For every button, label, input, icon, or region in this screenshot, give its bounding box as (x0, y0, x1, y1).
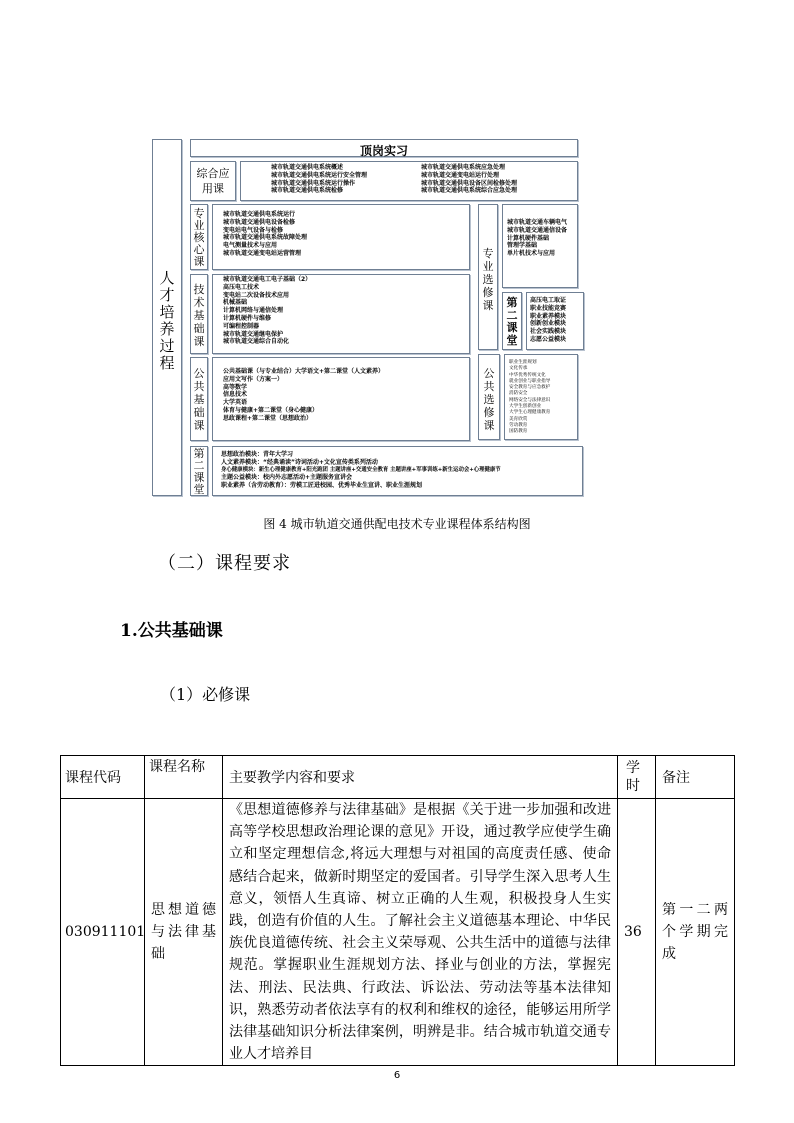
second-classroom-right-item: 创新创业模块 (530, 320, 567, 328)
second-classroom-item: 主题公益模块：校内外志愿活动+主题服务宣讲会 (221, 474, 353, 482)
second-classroom-right-label: 第二课堂 (506, 296, 518, 347)
comprehensive-item: 城市轨道交通供电系统概述 (271, 164, 344, 171)
major-elective-label-box (478, 204, 498, 350)
public-elective-item: 职业生涯规划 (509, 360, 537, 365)
core-course-item: 变电站电气设备与检修 (223, 226, 284, 234)
comprehensive-item: 城市轨道交通供电系统检修 (271, 187, 344, 195)
heading-public-basic: 1.公共基础课 (120, 621, 223, 641)
tech-basic-item: 计算机网络与通信处理 (223, 307, 284, 315)
second-classroom-item: 思想政治模块：青年大学习 (221, 451, 294, 458)
cell-course-code: 030911101 (61, 799, 145, 1066)
comprehensive-item: 城市轨道交通供电系统运行安全管理 (271, 171, 368, 179)
figure-caption: 图 4 城市轨道交通供配电技术专业课程体系结构图 (263, 517, 531, 531)
public-basic-item: 高等数学 (223, 383, 248, 391)
tech-basic-item: 机械基础 (223, 299, 248, 307)
major-elective-item: 计算机硬件基础 (507, 234, 550, 242)
public-elective-label: 公共选修课 (483, 367, 495, 432)
header-content: 主要教学内容和要求 (223, 756, 618, 799)
second-classroom-item: 身心健康模块：新生心理健康教育+阳光跑团 主题讲座+交通安全教育 主题讲座+军事训练+新生运动会+心理健康节 (221, 466, 501, 473)
public-elective-item: 文化传承 (509, 366, 528, 372)
header-hours: 学时 (618, 756, 656, 799)
core-course-item: 城市轨道交通供电系统故障处理 (223, 234, 308, 242)
public-elective-item: 国防教育 (509, 429, 528, 435)
cell-hours: 36 (618, 799, 656, 1066)
header-course-code: 课程代码 (61, 756, 145, 799)
public-elective-item: 大学生心理健康教育 (509, 410, 551, 416)
tech-basic-item: 变电站二次设备技术应用 (223, 291, 290, 299)
core-course-item: 城市轨道交通供电设备检修 (223, 218, 296, 226)
second-classroom-label: 第二课堂 (193, 447, 205, 496)
core-course-item: 城市轨道交通供电系统运行 (223, 211, 296, 218)
comprehensive-course-label: 综合应用课 (196, 167, 230, 195)
second-classroom-right-item: 志愿公益模块 (530, 335, 567, 343)
tech-basic-label-box (190, 274, 208, 354)
header-course-name: 课程名称 (145, 756, 223, 799)
tech-basic-item: 城市轨道交通综合自动化 (223, 338, 290, 346)
public-basic-item: 思政课程+第二课堂（思想政治） (223, 414, 313, 422)
internship-label: 顶岗实习 (359, 144, 408, 158)
tech-basic-item: 高压电工技术 (223, 283, 260, 291)
tech-basic-item: 可编程控制器 (223, 322, 260, 330)
public-elective-item: 消防安全 (509, 391, 528, 397)
section-heading: （二）课程要求 (158, 553, 291, 574)
major-elective-item: 管理学基础 (507, 242, 538, 250)
core-course-label-box (190, 204, 208, 270)
core-course-label: 专业核心课 (193, 207, 205, 268)
comprehensive-item: 城市轨道交通供电设备区间检修处理 (421, 179, 518, 187)
cell-note: 第一二两个学期完成 (656, 799, 735, 1066)
public-basic-label-box (190, 357, 208, 441)
second-classroom-right-label-box (502, 292, 522, 350)
public-elective-item: 就业创业与职业指导 (509, 378, 551, 384)
tech-basic-item: 城市轨道交通继电保护 (223, 330, 284, 338)
second-classroom-right-item: 职业技能竞赛 (530, 304, 567, 312)
second-classroom-right-item: 社会实践模块 (530, 328, 567, 336)
core-course-item: 电气测量技术与应用 (223, 242, 278, 250)
comprehensive-item: 城市轨道交通供电系统运行操作 (271, 179, 356, 187)
comprehensive-item: 城市轨道交通供电系统综合应急处理 (421, 187, 518, 195)
tech-basic-label: 技术基础课 (193, 283, 205, 348)
major-elective-item: 城市轨道交通车辆电气 (507, 219, 568, 226)
core-course-item: 城市轨道交通变电站运营管理 (223, 249, 302, 257)
internship-bar (190, 139, 578, 157)
public-basic-item: 大学英语 (223, 399, 248, 407)
public-basic-item: 应用文写作（方案一） (223, 375, 284, 383)
second-classroom-item: 职业素养（含劳动教育）：劳模工匠进校园、优秀毕业生宣讲、职业生涯规划 (221, 482, 423, 490)
public-basic-box (212, 357, 470, 441)
public-basic-item: 体育与健康+第二课堂（身心健康） (223, 406, 319, 414)
public-elective-item: 大学生创新创业 (509, 404, 542, 410)
public-basic-label: 公共基础课 (193, 367, 205, 432)
public-elective-label-box (478, 354, 500, 440)
comprehensive-item: 城市轨道交通供电系统应急处理 (421, 164, 506, 171)
public-basic-item: 公共基础课（与专业结合）大学语文+第二课堂（人文素养） (223, 368, 385, 375)
public-elective-item: 中华优秀传统文化 (509, 372, 546, 378)
core-course-box (212, 204, 470, 270)
course-table (60, 755, 735, 1066)
major-elective-item: 城市轨道交通通信设备 (507, 226, 568, 234)
major-elective-label: 专业选修课 (482, 247, 494, 312)
major-elective-box (502, 204, 578, 288)
second-classroom-label-box (190, 446, 208, 496)
comprehensive-course-box (240, 161, 578, 201)
cell-course-name: 思想道德与法律基础 (145, 799, 223, 1066)
tech-basic-item: 城市轨道交通电工电子基础（2） (223, 276, 312, 283)
major-elective-item: 单片机技术与应用 (507, 250, 556, 258)
second-classroom-right-item: 高压电工取证 (530, 297, 567, 304)
second-classroom-box (212, 446, 583, 496)
header-note: 备注 (656, 756, 735, 799)
second-classroom-right-item: 职业素养模块 (530, 312, 567, 320)
public-elective-item: 劳动教育 (509, 422, 528, 428)
table-row (61, 799, 735, 1066)
public-elective-item: 网络安全与法律意识 (509, 397, 551, 403)
talent-process-label: 人才培养过程 (159, 269, 175, 372)
heading-required: （1）必修课 (160, 685, 251, 704)
public-elective-item: 美育欣赏 (509, 416, 528, 422)
second-classroom-right-box (526, 292, 584, 350)
tech-basic-box (212, 274, 470, 354)
comprehensive-item: 城市轨道交通变电站运行处理 (421, 171, 500, 179)
public-elective-item: 安全教育与应急救护 (509, 385, 551, 391)
tech-basic-item: 计算机硬件与维修 (223, 314, 272, 322)
comprehensive-course-label-box (190, 161, 236, 201)
cell-content: 《思想道德修养与法律基础》是根据《关于进一步加强和改进高等学校思想政治理论课的意见》开设，通过教学应使学生确立和坚定理想信念,将远大理想与对祖国的高度责任感、使命感结合起来，做新时期坚定的爱国者。引导学生深入思考人生意义，领悟人生真谛、树立正确的人生观，积极投身人生实践，创造有价值的人生。了解社会主义道德基本理论、中华民族优良道德传统、社会主义荣辱观、公共生活中的道德与法律规范。掌握职业生涯规划方法、择业与创业的方法，掌握宪法、刑法、民法典、行政法、诉讼法、劳动法等基本法律知识，熟悉劳动者依法享有的权利和维权的途径，能够运用所学法律基础知识分析法律案例，明辨是非。结合城市轨道交通专业人才培养目 (223, 799, 618, 1066)
table-header-row (61, 756, 735, 799)
talent-process-column (152, 139, 182, 496)
second-classroom-item: 人文素养模块：“经典诵读”诗词活动+文化宣传类系列活动 (221, 458, 378, 466)
public-elective-box (504, 354, 578, 440)
public-basic-item: 信息技术 (223, 391, 248, 399)
page-number: 6 (393, 1070, 401, 1081)
